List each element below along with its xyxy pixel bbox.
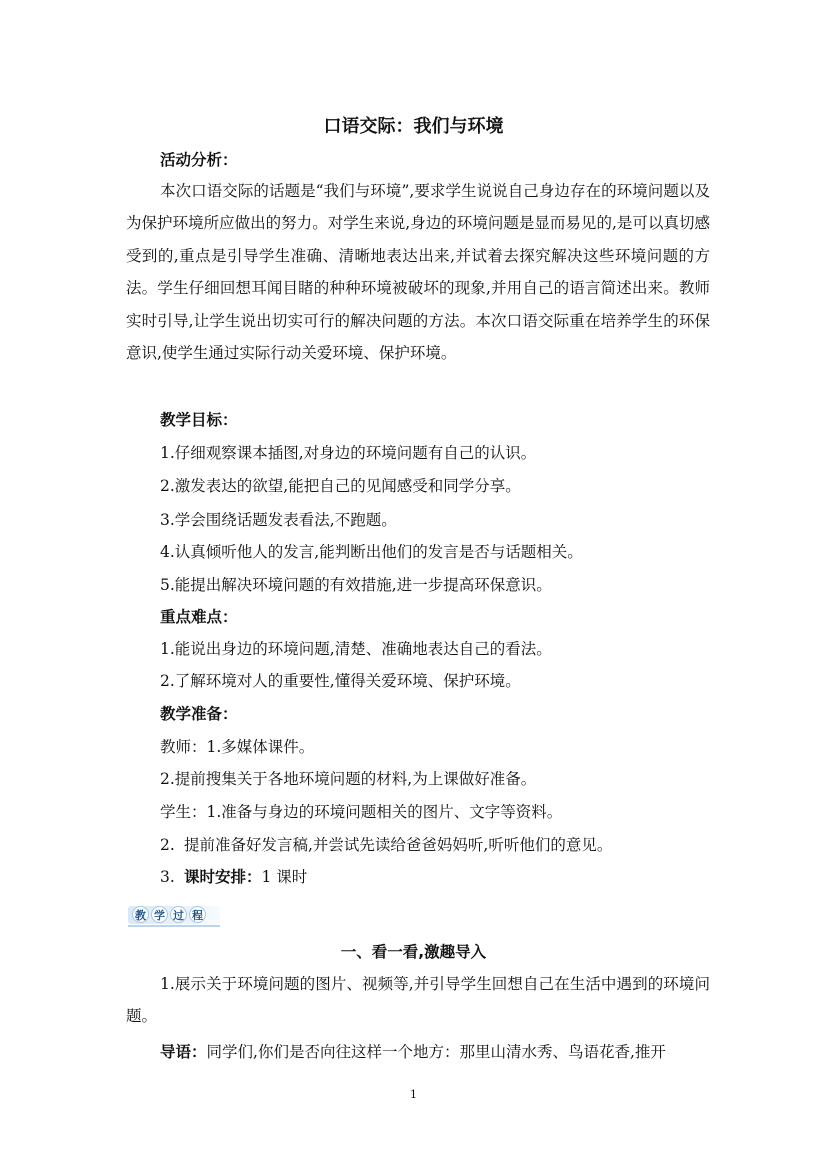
section1-paragraph-block bbox=[126, 968, 710, 1033]
section1-paragraph: 1.展示关于环境问题的图片、视频等,并引导学生回想自己在生活中遇到的环境问题。 bbox=[126, 975, 710, 1026]
goals-heading: 教学目标： bbox=[160, 411, 238, 429]
key-point-item: 1.能说出身边的环境问题,清楚、准确地表达自己的看法。 bbox=[160, 640, 552, 658]
teacher-label: 教师： bbox=[160, 738, 207, 756]
analysis-paragraph: 本次口语交际的话题是“我们与环境”,要求学生说说自己身边存在的环境问题以及为保护环境所应做出的努力。对学生来说,身边的环境问题是显而易见的,是可以真切感受到的,重点是引导学生准确、清晰地表达出来,并试着去探究解决这些环境问题的方法。学生仔细回想耳闻目睹的种种环境被破坏的现象,并用自己的语言简述出来。教师实时引导,让学生说出切实可行的解决问题的方法。本次口语交际重在培养学生的环保意识,使学生通过实际行动关爱环境、保护环境。 bbox=[126, 182, 710, 363]
badge-char: 学 bbox=[151, 906, 168, 923]
page-title: 口语交际：我们与环境 bbox=[323, 116, 504, 137]
goal-item: 1.仔细观察课本插图,对身边的环境问题有自己的认识。 bbox=[160, 444, 537, 462]
preparation-heading: 教学准备： bbox=[160, 705, 238, 723]
schedule-line bbox=[160, 866, 307, 888]
badge-char: 程 bbox=[189, 906, 206, 923]
badge-underline bbox=[128, 925, 220, 927]
goal-item: 3.学会围绕话题发表看法,不跑题。 bbox=[160, 511, 397, 529]
teacher-item-2: 2.提前搜集关于各地环境问题的材料,为上课做好准备。 bbox=[160, 770, 537, 788]
analysis-section bbox=[126, 175, 710, 369]
goal-item: 5.能提出解决环境问题的有效措施,进一步提高环保意识。 bbox=[160, 576, 552, 594]
lead-text: 同学们,你们是否向往这样一个地方：那里山清水秀、鸟语花香,推开 bbox=[206, 1043, 666, 1061]
teacher-prep bbox=[160, 736, 314, 758]
schedule-number: 3. bbox=[160, 868, 175, 886]
goal-item: 4.认真倾听他人的发言,能判断出他们的发言是否与话题相关。 bbox=[160, 543, 583, 561]
student-item-2-text: 提前准备好发言稿,并尝试先读给爸爸妈妈听,听听他们的意见。 bbox=[184, 836, 613, 854]
analysis-heading: 活动分析： bbox=[160, 151, 238, 169]
student-item-2-number: 2. bbox=[160, 836, 175, 854]
schedule-value: 1 课时 bbox=[261, 868, 308, 886]
badge-char: 教 bbox=[132, 906, 149, 923]
teacher-item: 1.多媒体课件。 bbox=[206, 738, 315, 756]
key-points-heading: 重点难点： bbox=[160, 608, 238, 626]
student-prep bbox=[160, 801, 562, 823]
page-number: 1 bbox=[410, 1088, 417, 1101]
badge-char: 过 bbox=[170, 906, 187, 923]
lead-in bbox=[160, 1041, 666, 1063]
lead-label: 导语： bbox=[160, 1043, 207, 1061]
section-heading: 一、看一看,激趣导入 bbox=[340, 943, 487, 961]
schedule-label: 课时安排： bbox=[184, 868, 262, 886]
student-item-2 bbox=[160, 834, 612, 856]
key-point-item: 2.了解环境对人的重要性,懂得关爱环境、保护环境。 bbox=[160, 672, 521, 690]
badge-characters bbox=[132, 906, 206, 923]
teaching-process-badge bbox=[128, 904, 220, 926]
student-item: 1.准备与身边的环境问题相关的图片、文字等资料。 bbox=[206, 803, 563, 821]
goal-item: 2.激发表达的欲望,能把自己的见闻感受和同学分享。 bbox=[160, 477, 521, 495]
student-label: 学生： bbox=[160, 803, 207, 821]
